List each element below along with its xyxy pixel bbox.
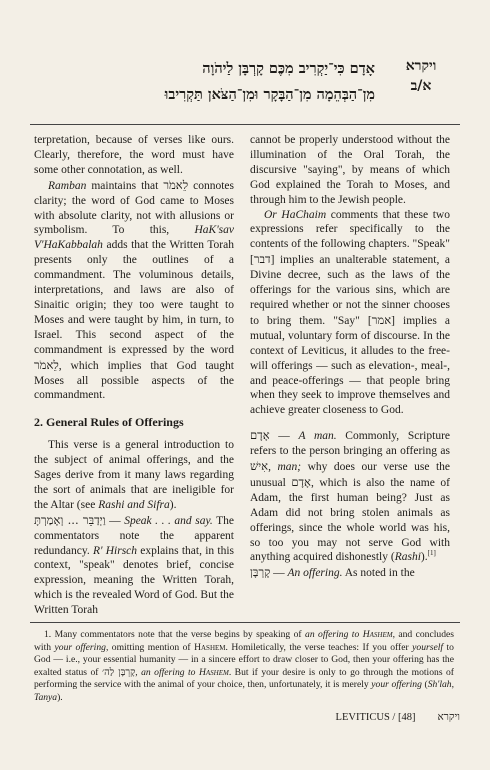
text: . But if your desire is only to go through the motions of performing the service with the animal of your choice, then, unfortunately, it is merely: [34, 666, 455, 691]
text: , which implies that God taught Moses all possible aspects of the commandment.: [34, 359, 234, 402]
italic-text: your offering: [54, 641, 106, 653]
translation: man;: [277, 461, 302, 474]
section-heading: 2. General Rules of Offerings: [34, 415, 184, 430]
lemma-translation: Speak . . . and say.: [124, 514, 213, 527]
text: ).: [169, 498, 177, 511]
verse-line-2: מִן־הַבְּהֵמָה מִן־הַבָּקָר וּמִן־הַצֹּאן תַּקְרִיבוּ: [164, 86, 375, 103]
italic-text: an offering to: [141, 666, 199, 678]
footnote-marker[interactable]: [1]: [427, 549, 436, 558]
commentary-column-right: [250, 133, 450, 581]
rashi-ref: Rashi: [394, 551, 421, 564]
commentary-column-left: [34, 133, 234, 618]
chapter-verse-number: א/ב: [410, 78, 432, 94]
text: (: [421, 679, 428, 691]
paragraph: [34, 513, 234, 618]
paragraph: [34, 438, 234, 513]
hebrew-word: דבר: [253, 252, 271, 267]
text: ).: [420, 551, 428, 564]
footer-book-hebrew: ויקרא: [437, 711, 460, 723]
italic-text: an offering to: [305, 629, 363, 640]
hebrew-word: אמר: [371, 312, 392, 327]
text: ,: [135, 666, 142, 678]
text: ] implies a mutual, voluntary form of discourse. In the context of Leviticus, it alludes to the free-will offerings — such as elevation-, meal-, and peace-offerings — that people bring when they seek to improve themselves and achieve greater closeness to God.: [250, 314, 451, 417]
text: ] implies an unalterable statement, a Divine decree, such as the laws of the offerings for the various sins, which are required whether or not the sinner chooses to bring them. "Say" [: [250, 254, 450, 327]
italic-text: Sh'lah, Tanya: [34, 679, 454, 703]
footer-book-name: LEVITICUS: [335, 712, 390, 723]
text: ).: [57, 691, 63, 703]
paragraph: [250, 565, 450, 581]
header-divider: [30, 124, 460, 125]
hirsch-ref: R' Hirsch: [93, 544, 138, 557]
hebrew-lemma: קָרְבָּן: [250, 565, 271, 580]
text: ,: [268, 461, 278, 474]
book-chapter-reference: [390, 56, 452, 96]
book-name-hebrew: ויקרא: [405, 58, 437, 74]
text: Commonly, Scripture refers to the person bringing an offering as: [250, 430, 450, 458]
hakesav-ref: HaK'sav V'HaKabbalah: [34, 224, 234, 252]
text: to God — i.e., your essential humanity — in a sincere effort to draw closer to God, then your offering has the exalted status of: [34, 641, 454, 678]
hebrew-lemma: אָדָם: [250, 428, 270, 443]
paragraph: cannot be properly understood without the illumination of the Oral Torah, the discursive "saying", by means of which God explained the Torah to Moses, and through him to the Jewish people.: [250, 134, 450, 206]
verse-text: [30, 56, 375, 108]
footnote-divider: [30, 622, 460, 623]
verse-line-1: אָדָם כִּי־יַקְרִיב מִכֶּם קָרְבָּן לַיהֹוָה: [202, 60, 375, 77]
text: explains that, in this context, "speak" denotes brief, concise expression, meaning the Written Torah, which is the revealed Word of God. But the Written Torah: [34, 544, 234, 617]
divine-name: Hashem: [194, 641, 226, 653]
hebrew-phrase: קָרְבָּן לַה׳: [101, 666, 136, 678]
footer-separator: /: [389, 712, 398, 723]
hebrew-word: לֵאמֹר: [163, 177, 189, 192]
paragraph: [34, 178, 234, 404]
paragraph: [250, 208, 450, 419]
lemma-translation: A man.: [298, 430, 337, 443]
paragraph: [250, 428, 450, 565]
text: The commentators note the apparent redundancy.: [34, 514, 235, 557]
text: , and concludes with: [34, 629, 454, 653]
text: adds that the Written Torah presents only the outlines of a commandment. The voluminous details, interpretations, and laws are also of Sinaitic origin; they too were taught to Moses and were taught by him, in turn, to Israel. This second aspect of the commandment is expressed by the word: [34, 239, 234, 356]
divine-name: Hashem: [198, 666, 229, 678]
divine-name: Hashem: [362, 629, 393, 640]
footnote: [34, 629, 454, 705]
text: —: [270, 567, 288, 580]
text: why does our verse use the unusual: [250, 461, 451, 489]
hebrew-lemma: וַיְדַבֵּר ... וְאָמַרְתָּ: [34, 512, 106, 527]
text: As noted in the: [342, 567, 415, 580]
italic-text: yourself: [412, 641, 444, 653]
text: comments that these two expressions refer specifically to the contents of the following chapters. "Speak" [: [250, 208, 450, 267]
source-ref: Rashi and Sifra: [98, 498, 170, 511]
text: This verse is a general introduction to the subject of animal offerings, and the Sages derive from it many laws regarding the sort of animals that are ineligible for the Altar (see: [34, 439, 234, 511]
text: connotes clarity; the word of God came to Moses with absolute clarity, not with allusions or symbolism. To this,: [34, 179, 234, 237]
hebrew-word: אִישׁ: [250, 459, 269, 474]
text: . Homiletically, the verse teaches: If you offer: [225, 641, 413, 653]
text: , which is also the name of Adam, the first human being? Just as Adam did not bring stolen animals as offerings, since the whole world was his, so too you may not serve God with anything acquired dishonestly (: [250, 476, 450, 564]
text: , omitting mention of: [105, 641, 195, 653]
or-hachaim-ref: Or HaChaim: [264, 208, 327, 221]
running-footer: [330, 711, 460, 723]
text: 1. Many commentators note that the verse begins by speaking of: [44, 629, 306, 640]
hebrew-word: לֵאמֹר: [34, 357, 59, 372]
text: —: [269, 430, 299, 443]
italic-text: your offering: [371, 679, 422, 691]
footnote-text: [34, 629, 454, 705]
hebrew-word: אָדָם: [291, 474, 311, 489]
lemma-translation: An offering.: [287, 567, 343, 580]
ramban-ref: Ramban: [48, 179, 87, 192]
paragraph: terpretation, because of verses like ours. Clearly, therefore, the word must have some other connotation, as well.: [34, 134, 234, 176]
page-number: [48]: [397, 712, 416, 723]
text: maintains that: [86, 179, 164, 192]
text: —: [105, 514, 125, 527]
